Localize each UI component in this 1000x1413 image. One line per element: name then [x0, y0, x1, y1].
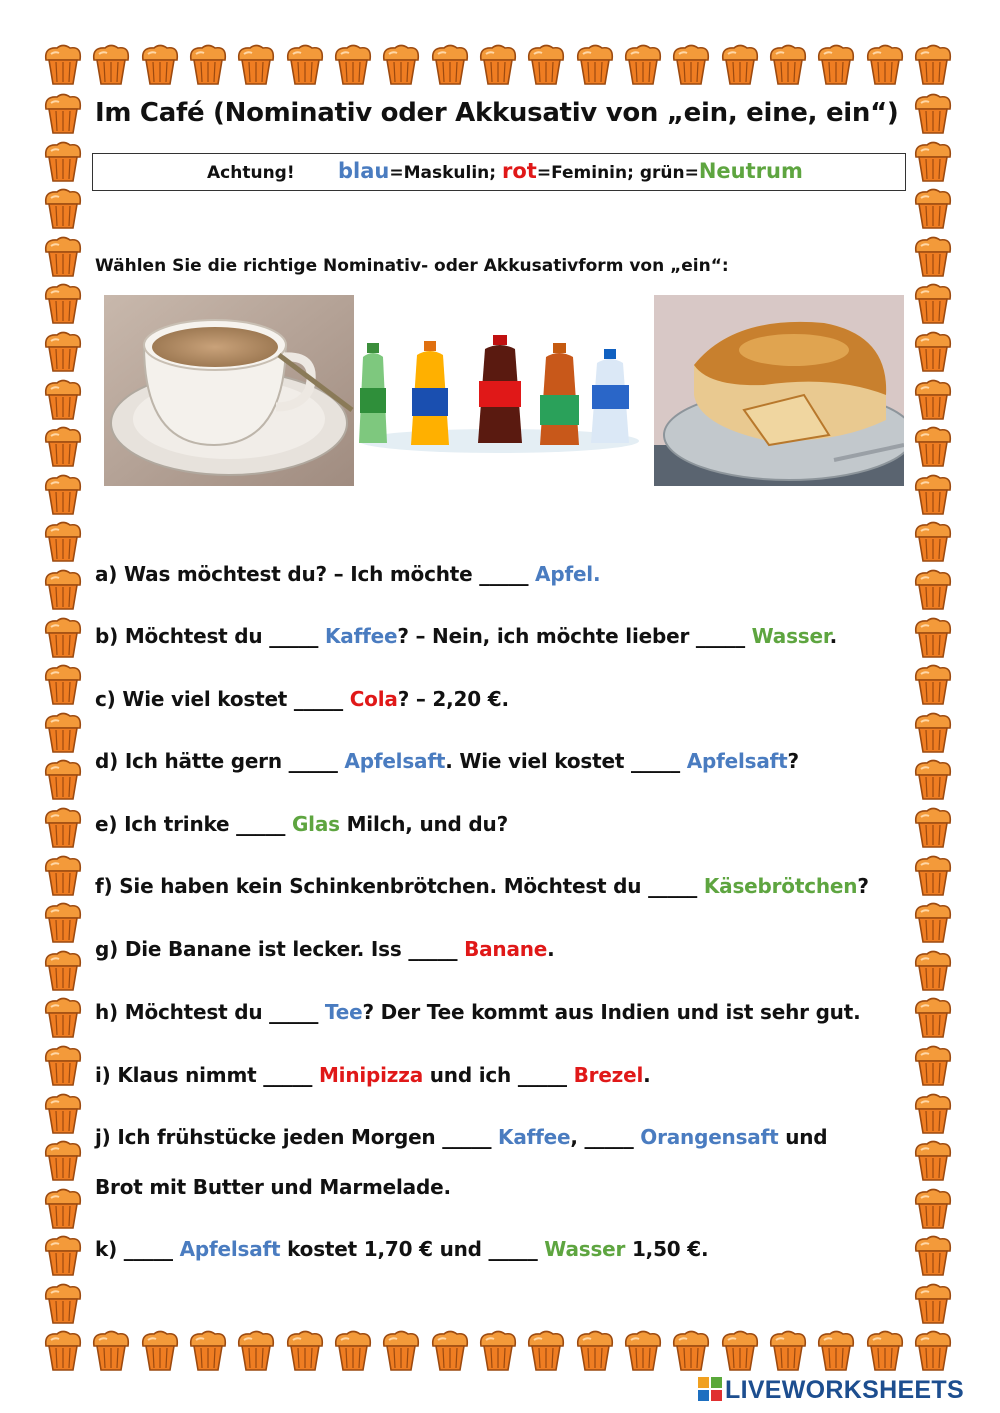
muffin-icon	[671, 44, 711, 86]
noun-blue: Kaffee	[325, 624, 398, 648]
muffin-icon	[43, 569, 83, 611]
muffin-icon	[913, 93, 953, 135]
sentence-text: i) Klaus nimmt _____	[95, 1063, 319, 1087]
muffin-icon	[43, 617, 83, 659]
sentence-text: e) Ich trinke _____	[95, 812, 292, 836]
muffin-icon	[913, 1283, 953, 1325]
muffin-icon	[913, 950, 953, 992]
noun-blue: Kaffee	[498, 1125, 571, 1149]
muffin-icon	[816, 44, 856, 86]
muffin-icon	[913, 807, 953, 849]
muffin-icon	[865, 44, 905, 86]
muffin-icon	[43, 379, 83, 421]
noun-red: Cola	[349, 687, 398, 711]
worksheet-title: Im Café (Nominativ oder Akkusativ von „ein, eine, ein“)	[95, 98, 899, 128]
sentence-text: .	[547, 937, 555, 961]
muffin-icon	[913, 1188, 953, 1230]
muffin-icon	[91, 1330, 131, 1372]
question-i	[95, 1063, 651, 1087]
noun-green: Glas	[291, 812, 340, 836]
question-k	[95, 1237, 708, 1261]
sentence-text: g) Die Banane ist lecker. Iss _____	[95, 937, 465, 961]
muffin-icon	[285, 1330, 325, 1372]
muffin-icon	[43, 664, 83, 706]
muffin-icon	[526, 44, 566, 86]
muffin-icon	[913, 1140, 953, 1182]
muffin-icon	[188, 1330, 228, 1372]
muffin-icon	[43, 426, 83, 468]
question-f	[95, 874, 869, 898]
sentence-text: ? Der Tee kommt aus Indien und ist sehr gut.	[362, 1000, 861, 1024]
notice-label: Achtung!	[207, 163, 295, 183]
muffin-icon	[333, 44, 373, 86]
sentence-text: und	[778, 1125, 828, 1149]
muffin-icon	[43, 902, 83, 944]
question-d	[95, 749, 799, 773]
muffin-icon	[43, 236, 83, 278]
sentence-text: , _____	[570, 1125, 641, 1149]
muffin-icon	[43, 855, 83, 897]
legend-text	[338, 159, 803, 183]
muffin-icon	[236, 1330, 276, 1372]
logo-text: LIVEWORKSHEETS	[725, 1376, 964, 1404]
muffin-icon	[913, 1045, 953, 1087]
muffin-icon	[140, 1330, 180, 1372]
muffin-icon	[478, 44, 518, 86]
muffin-icon	[43, 1235, 83, 1277]
muffin-icon	[43, 759, 83, 801]
muffin-icon	[913, 44, 953, 86]
muffin-icon	[43, 950, 83, 992]
muffin-icon	[575, 44, 615, 86]
sentence-text: ? – 2,20 €.	[397, 687, 509, 711]
muffin-icon	[91, 44, 131, 86]
muffin-icon	[43, 1093, 83, 1135]
muffin-icon	[430, 44, 470, 86]
legend-blue-word: blau	[338, 159, 390, 183]
sentence-text: ?	[787, 749, 799, 773]
sentence-text: ?	[857, 874, 869, 898]
muffin-icon	[865, 1330, 905, 1372]
sentence-text: c) Wie viel kostet _____	[95, 687, 350, 711]
muffin-icon	[913, 474, 953, 516]
muffin-icon	[720, 44, 760, 86]
muffin-icon	[43, 712, 83, 754]
muffin-icon	[478, 1330, 518, 1372]
sentence-text: b) Möchtest du _____	[95, 624, 325, 648]
muffin-icon	[913, 712, 953, 754]
muffin-icon	[623, 44, 663, 86]
legend-red-meaning: =Feminin; grün=	[536, 163, 699, 183]
muffin-icon	[236, 44, 276, 86]
muffin-icon	[526, 1330, 566, 1372]
muffin-icon	[913, 426, 953, 468]
muffin-icon	[913, 379, 953, 421]
instruction-text: Wählen Sie die richtige Nominativ- oder Akkusativform von „ein“:	[95, 256, 729, 276]
sentence-text: Brot mit Butter und Marmelade.	[95, 1175, 451, 1199]
muffin-icon	[430, 1330, 470, 1372]
muffin-icon	[43, 1283, 83, 1325]
noun-blue: Apfelsaft	[686, 749, 788, 773]
sentence-text: . Wie viel kostet _____	[445, 749, 687, 773]
muffin-icon	[43, 141, 83, 183]
muffin-icon	[913, 188, 953, 230]
muffin-icon	[913, 664, 953, 706]
noun-blue: Apfelsaft	[179, 1237, 281, 1261]
sprite-bottle	[359, 343, 387, 443]
muffin-icon	[188, 44, 228, 86]
question-e	[95, 812, 508, 836]
muffin-icon	[43, 807, 83, 849]
muffin-icon	[913, 569, 953, 611]
noun-green: Wasser	[751, 624, 830, 648]
question-g	[95, 937, 555, 961]
question-a	[95, 562, 600, 586]
muffin-icon	[381, 1330, 421, 1372]
muffin-icon	[768, 1330, 808, 1372]
muffin-icon	[913, 1093, 953, 1135]
question-b	[95, 624, 837, 648]
sentence-text: Milch, und du?	[339, 812, 508, 836]
soft-drink-bottles-photo	[357, 333, 642, 453]
muffin-icon	[285, 44, 325, 86]
muffin-icon	[913, 283, 953, 325]
noun-red: Brezel	[573, 1063, 644, 1087]
muffin-icon	[43, 1045, 83, 1087]
sentence-text: a) Was möchtest du? – Ich möchte _____	[95, 562, 536, 586]
muffin-icon	[381, 44, 421, 86]
noun-red: Minipizza	[318, 1063, 423, 1087]
sentence-text: h) Möchtest du _____	[95, 1000, 325, 1024]
legend-blue-meaning: =Maskulin;	[389, 163, 502, 183]
sentence-text: kostet 1,70 € und _____	[280, 1237, 545, 1261]
muffin-icon	[913, 902, 953, 944]
liveworksheets-logo-icon	[698, 1377, 722, 1401]
sentence-text: j) Ich frühstücke jeden Morgen _____	[95, 1125, 499, 1149]
muffin-icon	[43, 331, 83, 373]
question-j-line2	[95, 1175, 451, 1199]
muffin-icon	[43, 997, 83, 1039]
muffin-icon	[913, 331, 953, 373]
coffee-cup-photo	[104, 295, 354, 486]
muffin-icon	[43, 188, 83, 230]
sentence-text: .	[643, 1063, 651, 1087]
muffin-icon	[43, 521, 83, 563]
muffin-icon	[43, 1140, 83, 1182]
question-h	[95, 1000, 860, 1024]
muffin-icon	[43, 44, 83, 86]
noun-blue: Apfel.	[535, 562, 601, 586]
muffin-icon	[43, 1330, 83, 1372]
muffin-icon	[913, 997, 953, 1039]
muffin-icon	[671, 1330, 711, 1372]
noun-green: Wasser	[544, 1237, 626, 1261]
muffin-icon	[623, 1330, 663, 1372]
muffin-icon	[913, 855, 953, 897]
muffin-icon	[913, 1235, 953, 1277]
legend-red-word: rot	[502, 159, 537, 183]
question-c	[95, 687, 509, 711]
sentence-text: k) _____	[95, 1237, 180, 1261]
sentence-text: f) Sie haben kein Schinkenbrötchen. Möchtest du _____	[95, 874, 704, 898]
muffin-icon	[913, 759, 953, 801]
muffin-icon	[913, 521, 953, 563]
sentence-text: 1,50 €.	[625, 1237, 709, 1261]
muffin-icon	[913, 1330, 953, 1372]
sentence-text: ? – Nein, ich möchte lieber _____	[397, 624, 752, 648]
noun-green: Käsebrötchen	[703, 874, 858, 898]
sentence-text: d) Ich hätte gern _____	[95, 749, 345, 773]
muffin-icon	[43, 283, 83, 325]
noun-blue: Apfelsaft	[344, 749, 446, 773]
sentence-text: und ich _____	[423, 1063, 574, 1087]
muffin-icon	[720, 1330, 760, 1372]
muffin-icon	[913, 617, 953, 659]
question-j-line1	[95, 1125, 827, 1149]
legend-green-word: Neutrum	[698, 159, 803, 183]
liveworksheets-logo	[698, 1376, 964, 1406]
muffin-icon	[43, 1188, 83, 1230]
muffin-icon	[913, 141, 953, 183]
noun-red: Banane	[464, 937, 548, 961]
cheesecake-photo	[654, 295, 904, 486]
gender-color-legend	[92, 153, 906, 191]
muffin-icon	[575, 1330, 615, 1372]
muffin-icon	[140, 44, 180, 86]
muffin-icon	[816, 1330, 856, 1372]
muffin-icon	[768, 44, 808, 86]
sentence-text: .	[829, 624, 838, 648]
muffin-icon	[43, 474, 83, 516]
muffin-icon	[43, 93, 83, 135]
noun-blue: Orangensaft	[640, 1125, 779, 1149]
noun-blue: Tee	[324, 1000, 363, 1024]
muffin-icon	[913, 236, 953, 278]
muffin-icon	[333, 1330, 373, 1372]
